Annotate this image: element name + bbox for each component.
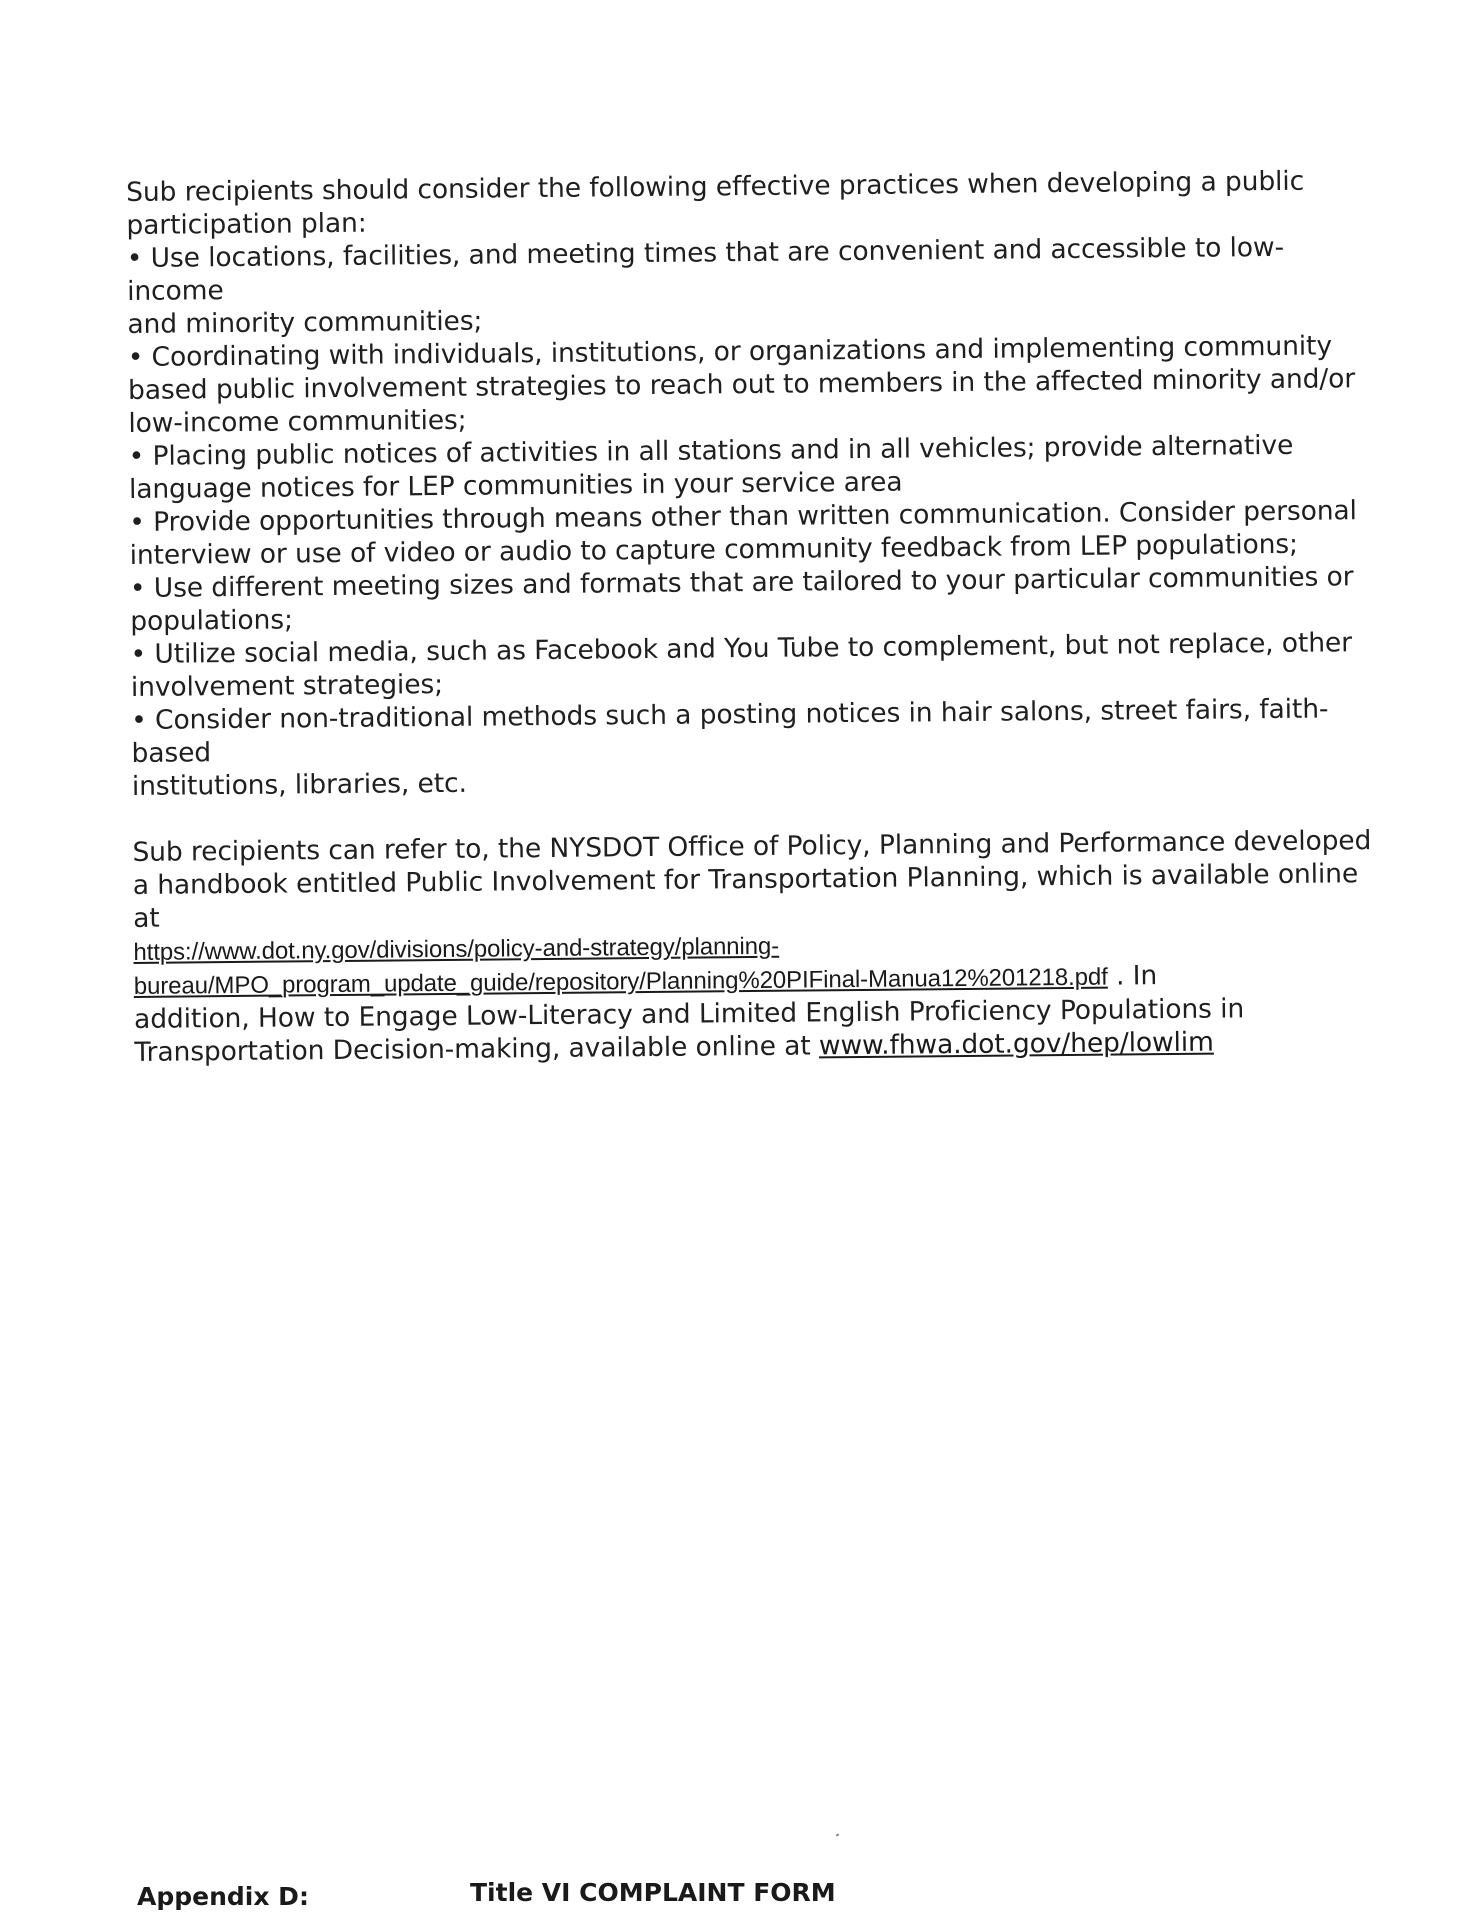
reference-line: Sub recipients can refer to, the NYSDOT Office of Policy, Planning and Performance developed bbox=[132, 825, 1372, 868]
bullet-continuation: institutions, libraries, etc. bbox=[131, 767, 468, 802]
reference-line: addition, How to Engage Low-Literacy and Limited English Proficiency Populations in bbox=[133, 993, 1245, 1035]
reference-line: Transportation Decision-making, available online at www.fhwa.dot.gov/hep/lowlim bbox=[134, 1026, 1214, 1068]
bullet-continuation: populations; bbox=[130, 604, 293, 637]
bullet-continuation: language notices for LEP communities in your service area bbox=[128, 466, 903, 505]
form-title: Title VI COMPLAINT FORM bbox=[470, 1878, 836, 1907]
bullet-text: Coordinating with individuals, institutions, or organizations and implementing community bbox=[151, 330, 1333, 373]
fhwa-lowlim-link[interactable]: www.fhwa.dot.gov/hep/lowlim bbox=[818, 1026, 1214, 1062]
nysdot-handbook-link[interactable]: https://www.dot.ny.gov/divisions/policy-and-strategy/planning- bbox=[133, 932, 780, 966]
bullet-text: Use locations, facilities, and meeting times that are convenient and accessible to low-income bbox=[126, 231, 1285, 307]
appendix-label: Appendix D: bbox=[137, 1882, 309, 1911]
scan-speck bbox=[836, 1833, 840, 1836]
bullet-continuation: low-income communities; bbox=[128, 404, 467, 439]
bullet-item bbox=[127, 230, 1368, 308]
bullet-continuation: involvement strategies; bbox=[130, 668, 444, 703]
reference-url-suffix: . In bbox=[1107, 960, 1158, 992]
reference-line: a handbook entitled Public Involvement for Transportation Planning, which is available online at bbox=[132, 858, 1359, 934]
intro-line: Sub recipients should consider the following effective practices when developing a public bbox=[126, 165, 1305, 208]
bullet-text: Consider non-traditional methods such a posting notices in hair salons, street fairs, faith-based bbox=[131, 693, 1329, 769]
intro-paragraph bbox=[126, 164, 1367, 242]
bullet-continuation: interview or use of video or audio to capture community feedback from LEP populations; bbox=[129, 528, 1299, 571]
bullet-text: Provide opportunities through means other than written communication. Consider personal bbox=[153, 495, 1357, 538]
bullet-item bbox=[131, 692, 1372, 770]
bullet-text: Placing public notices of activities in all stations and in all vehicles; provide alternative bbox=[152, 429, 1294, 472]
bullet-text: Utilize social media, such as Facebook and You Tube to complement, but not replace, other bbox=[154, 627, 1353, 670]
bullet-text: Use different meeting sizes and formats that are tailored to your particular communities or bbox=[153, 561, 1354, 604]
intro-line: participation plan: bbox=[126, 207, 367, 241]
bullet-continuation: based public involvement strategies to reach out to members in the affected minority and/or bbox=[127, 363, 1356, 406]
nysdot-handbook-link-continued[interactable]: bureau/MPO_program_update_guide/repository/Planning%20PIFinal-Manua12%201218.pdf bbox=[133, 963, 1108, 1000]
bullet-continuation: and minority communities; bbox=[127, 305, 483, 340]
document-body bbox=[126, 164, 1375, 1069]
